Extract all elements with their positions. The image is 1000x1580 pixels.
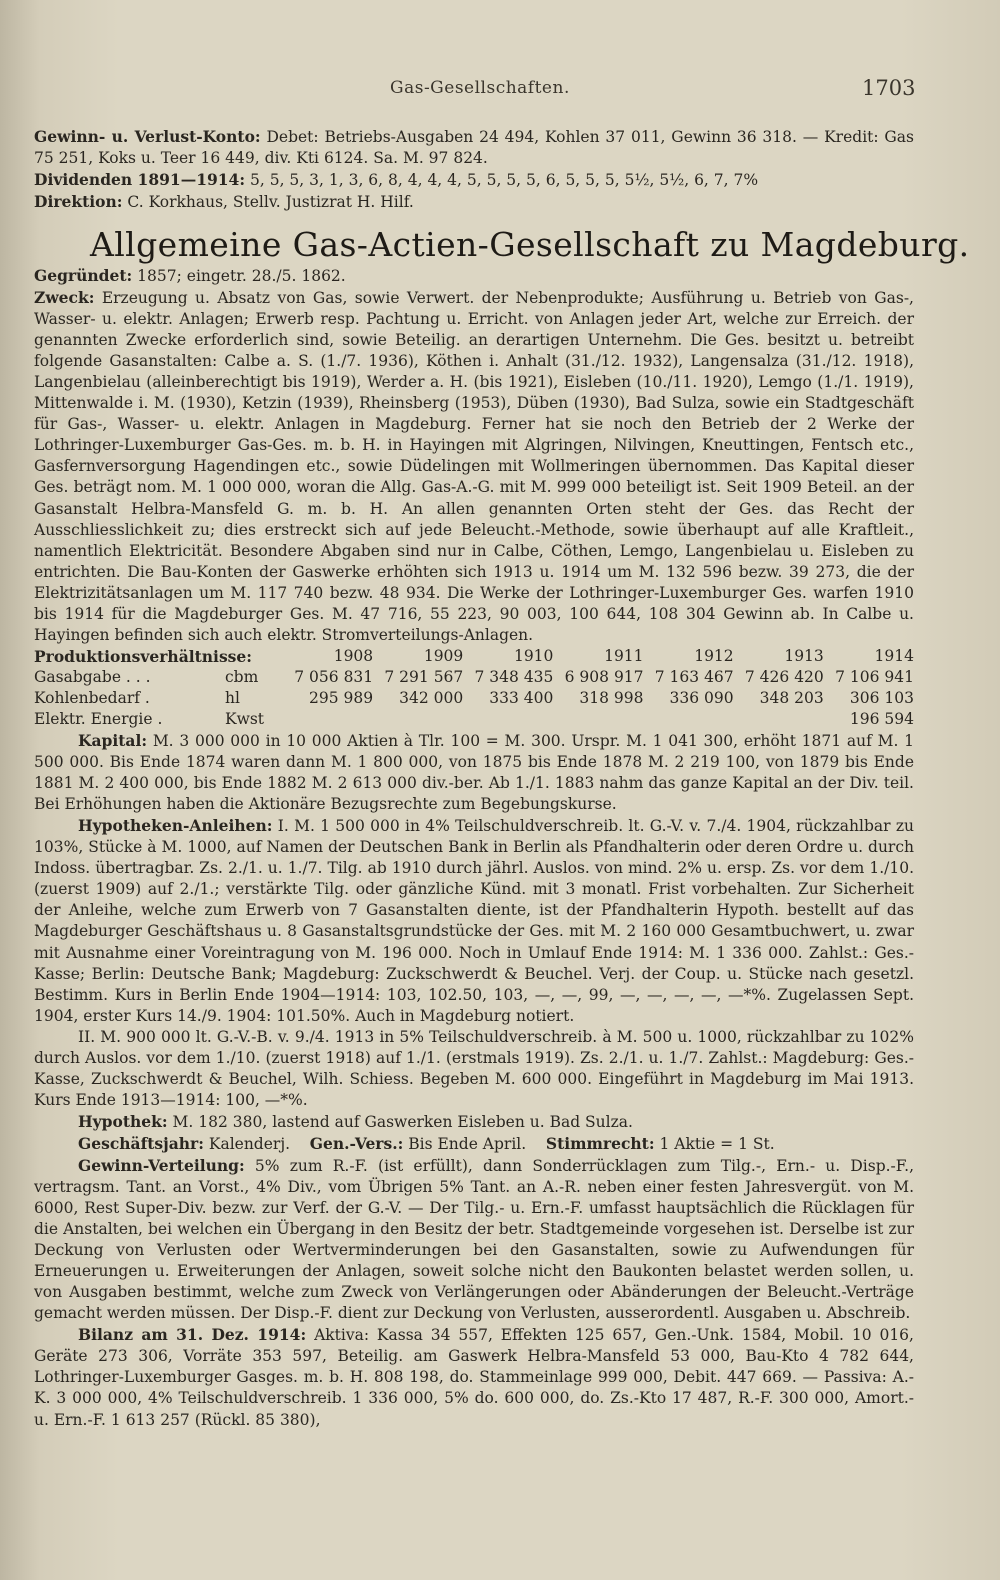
page-number: 1703: [862, 76, 916, 100]
table-row: [34, 688, 914, 709]
gewinn-verteilung-label: Gewinn-Verteilung:: [78, 1155, 245, 1175]
table-cell: 306 103: [849, 688, 914, 707]
anleihen-text-1: I. M. 1 500 000 in 4% Teilschuldverschreib. lt. G.-V. v. 7./4. 1904, rückzahlbar zu 103%, Stücke à M. 1000, auf Namen der Deutschen Bank in Berlin als Pfandhalterin oder deren Ordre u. durch Indoss. übertragbar. Zs. 2./1. u. 1./7. Tilg. ab 1910 durch jährl. Auslos. von mind. 2% u. ersp. Zs. vor dem 1./10. (zuerst 1909) auf 2./1.; verstärkte Tilg. oder gänzliche Künd. mit 3 monatl. Frist vorbehalten. Zur Sicherheit der Anleihe, welche zum Erwerb von 7 Gasanstalten diente, ist der Pfandhalterin Hypoth. bestellt auf das Magdeburger Geschäftshaus u. 8 Gasanstaltsgrundstücke der Ges. mit M. 2 160 000 Gesamtbuchwert, u. zwar mit Ausnahme einer Voreintragung von M. 196 000. Noch in Umlauf Ende 1914: M. 1 336 000. Zahlst.: Ges.-Kasse; Berlin: Deutsche Bank; Magdeburg: Zuckschwerdt & Beuchel. Verj. der Coup. u. Stücke nach gesetzl. Bestimm. Kurs in Berlin Ende 1904—1914: 103, 102.50, 103, —, —, 99, —, —, —, —, —*%. Zugelassen Sept. 1904, erster Kurs 14./9. 1904: 101.50%. Auch in Magdeburg notiert.: [34, 817, 914, 1025]
zweck-paragraph: [34, 287, 914, 646]
row-unit: hl: [224, 688, 240, 707]
table-cell: 7 291 567: [384, 667, 464, 686]
stimmrecht-label: Stimmrecht:: [545, 1133, 655, 1153]
table-cell: 7 056 831: [294, 667, 374, 686]
company-title: Allgemeine Gas-Actien-Gesellschaft zu Magdeburg.: [90, 225, 970, 264]
dividenden-paragraph: [34, 169, 914, 191]
table-cell: 7 348 435: [474, 667, 554, 686]
gewinn-konto-label: Gewinn- u. Verlust-Konto:: [34, 127, 261, 146]
gen-vers-label: Gen.-Vers.:: [309, 1133, 404, 1153]
table-cell: 342 000: [399, 688, 464, 707]
row-unit: Kwst: [224, 709, 265, 728]
gewinn-verteilung-paragraph: [34, 1155, 914, 1324]
row-unit: cbm: [224, 667, 259, 686]
zweck-label: Zweck:: [34, 288, 95, 308]
hypothek-label: Hypothek:: [78, 1111, 168, 1131]
hypothek-paragraph: [34, 1111, 914, 1133]
geschaeftsjahr-paragraph: [34, 1133, 914, 1155]
stimmrecht-text: 1 Aktie = 1 St.: [659, 1134, 775, 1153]
table-cell: 336 090: [669, 688, 734, 707]
table-cell: 6 908 917: [564, 667, 644, 686]
table-cell: 7 106 941: [835, 667, 914, 686]
bilanz-text: Aktiva: Kassa 34 557, Effekten 125 657, Gen.-Unk. 1584, Mobil. 10 016, Geräte 273 306, Vorräte 353 597, Beteilig. am Gaswerk Helbra-Mansfeld 53 000, Bau-Kto 4 782 644, Lothringer-Luxemburger Gasges. m. b. H. 808 198, do. Stammeinlage 999 000, Debit. 447 669. — Passiva: A.-K. 3 000 000, 4% Teilschuldverschreib. 1 336 000, 5% do. 600 000, do. Zs.-Kto 17 487, R.-F. 300 000, Amort.- u. Ern.-F. 1 613 257 (Rückl. 85 380),: [34, 1326, 914, 1429]
gegruendet-label: Gegründet:: [34, 266, 133, 285]
table-row: [34, 709, 914, 730]
row-name: Gasabgabe . . .: [34, 667, 151, 686]
direktion-text: C. Korkhaus, Stellv. Justizrat H. Hilf.: [127, 193, 414, 212]
gewinn-verteilung-text: 5% zum R.-F. (ist erfüllt), dann Sonderrücklagen zum Tilg.-, Ern.- u. Disp.-F., vertragsm. Tant. an Vorst., 4% Div., vom Übrigen 5% Tant. an A.-R. neben einer festen Jahresvergüt. von M. 6000, Rest Super-Div. bezw. zur Verf. der G.-V. — Der Tilg.- u. Ern.-F. umfasst hauptsächlich die Rücklagen für die Anstalten, bei welchen ein Übergang in den Besitz der betr. Stadtgemeinde vorgesehen ist. Derselbe ist zur Deckung von Verlusten oder Wertverminderungen bei den Gasanstalten, sowie zu Aufwendungen für Erneuerungen u. Erweiterungen der Anlagen, soweit solche nicht den Baukonten belastet werden sollen, u. von Ausgaben bestimmt, welche zum Zweck von Verlängerungen oder Abänderungen der Beleucht.-Verträge gemacht werden müssen. Der Disp.-F. dient zur Deckung von Verlusten, ausserordentl. Ausgaben u. Abschreib.: [34, 1156, 914, 1323]
geschaeftsjahr-text: Kalenderj.: [208, 1134, 291, 1153]
anleihen-ii-paragraph: [34, 1027, 914, 1111]
running-head: Gas-Gesellschaften.: [390, 78, 570, 98]
gewinn-konto-text: Debet: Betriebs-Ausgaben 24 494, Kohlen 37 011, Gewinn 36 318. — Kredit: Gas 75 251, Koks u. Teer 16 449, div. Kti 6124. Sa. M. 97 824.: [34, 128, 915, 168]
year-cell: 1910: [513, 646, 554, 665]
year-cell: 1912: [694, 646, 734, 665]
gen-vers-text: Bis Ende April.: [408, 1134, 527, 1153]
produktion-label: Produktionsverhältnisse:: [34, 646, 252, 666]
table-cell: 7 426 420: [744, 667, 824, 686]
page-header: [0, 76, 1000, 106]
gegruendet-text: 1857; eingetr. 28./5. 1862.: [137, 267, 346, 285]
dividenden-text: 5, 5, 5, 3, 1, 3, 6, 8, 4, 4, 4, 5, 5, 5, 5, 6, 5, 5, 5, 5½, 5½, 6, 7, 7%: [250, 171, 759, 190]
table-cell: [644, 709, 734, 730]
dividenden-label: Dividenden 1891—1914:: [34, 170, 246, 190]
table-cell: 7 163 467: [654, 667, 734, 686]
produktion-header-row: [34, 646, 914, 667]
direktion-paragraph: [34, 191, 914, 213]
row-name: Elektr. Energie .: [34, 709, 163, 728]
table-cell: [373, 709, 463, 730]
year-cell: 1911: [604, 646, 644, 665]
anleihen-paragraph: [34, 815, 914, 1026]
bilanz-paragraph: [34, 1324, 914, 1430]
direktion-label: Direktion:: [34, 192, 123, 212]
anleihen-label: Hypotheken-Anleihen:: [78, 816, 273, 836]
kapital-label: Kapital:: [78, 731, 148, 751]
table-cell: 333 400: [489, 688, 554, 707]
bilanz-label: Bilanz am 31. Dez. 1914:: [78, 1325, 307, 1345]
year-cell: 1914: [874, 646, 914, 665]
year-cell: 1913: [784, 646, 824, 665]
table-cell: [553, 709, 643, 730]
anleihen-text-2: II. M. 900 000 lt. G.-V.-B. v. 9./4. 1913 in 5% Teilschuldverschreib. à M. 500 u. 1000, rückzahlbar zu 102% durch Auslos. vor dem 1./10. (zuerst 1918) auf 1./1. (erstmals 1919). Zs. 2./1. u. 1./7. Zahlst.: Magdeburg: Ges.-Kasse, Zuckschwerdt & Beuchel, Wilh. Schiess. Begeben M. 600 000. Eingeführt in Magdeburg im Mai 1913. Kurs Ende 1913—1914: 100, —*%.: [34, 1027, 914, 1109]
table-cell: 318 998: [579, 688, 644, 707]
table-row: [34, 667, 914, 688]
table-cell: 196 594: [849, 709, 914, 728]
company-entry: [34, 265, 914, 1431]
kapital-text: M. 3 000 000 in 10 000 Aktien à Tlr. 100 = M. 300. Urspr. M. 1 041 300, erhöht 1871 auf M. 1 500 000. Bis Ende 1874 waren dann M. 1 800 000, von 1875 bis Ende 1878 M. 2 219 100, von 1879 bis Ende 1881 M. 2 400 000, bis Ende 1882 M. 2 613 000 div.-ber. Ab 1./1. 1883 nahm das ganze Kapital an der Div. teil. Bei Erhöhungen haben die Aktionäre Bezugsrechte zum Begebungskurse.: [34, 732, 914, 814]
zweck-text: Erzeugung u. Absatz von Gas, sowie Verwert. der Nebenprodukte; Ausführung u. Betrieb von Gas-, Wasser- u. elektr. Anlagen; Erwerb resp. Pachtung u. Erricht. von Anlagen jeder Art, welche zur Erreich. der genannten Zwecke erforderlich sind, sowie Beteilig. an derartigen Unternehm. Die Ges. besitzt u. betreibt folgende Gasanstalten: Calbe a. S. (1./7. 1936), Köthen i. Anhalt (31./12. 1932), Langensalza (31./12. 1918), Langenbielau (alleinberechtigt bis 1919), Werder a. H. (bis 1921), Eisleben (10./11. 1920), Lemgo (1./1. 1919), Mittenwalde i. M. (1930), Ketzin (1939), Rheinsberg (1953), Düben (1930), Bad Sulza, sowie ein Stadtgeschäft für Gas-, Wasser- u. elektr. Anlagen in Magdeburg. Ferner hat sie noch den Betrieb der 2 Werke der Lothringer-Luxemburger Gas-Ges. m. b. H. in Hayingen mit Algringen, Nilvingen, Kneuttingen, Fentsch etc., Gasfernversorgung Hagendingen etc., sowie Düdelingen mit Wollmeringen übernommen. Das Kapital dieser Ges. beträgt nom. M. 1 000 000, woran die Allg. Gas-A.-G. mit M. 999 000 beteiligt ist. Seit 1909 Beteil. an der Gasanstalt Helbra-Mansfeld G. m. b. H. An allen genannten Orten steht der Ges. das Recht der Ausschliesslichkeit zu; dies erstreckt sich auf jede Beleucht.-Methode, sowie überhaupt auf alle Kraftleit., namentlich Elektricität. Besondere Abgaben sind nur in Calbe, Cöthen, Lemgo, Langenbielau u. Eisleben zu entrichten. Die Bau-Konten der Gaswerke erhöhten sich 1913 u. 1914 um M. 132 596 bezw. 39 273, die der Elektrizitätsanlagen um M. 117 740 bezw. 48 934. Die Werke der Lothringer-Luxemburger Ges. warfen 1910 bis 1914 für die Magdeburger Ges. M. 47 716, 55 223, 90 003, 100 644, 108 304 Gewinn ab. In Calbe u. Hayingen befinden sich auch elektr. Stromverteilungs-Anlagen.: [34, 289, 914, 644]
row-name: Kohlenbedarf .: [34, 688, 150, 707]
table-cell: 295 989: [309, 688, 374, 707]
gewinn-konto-paragraph: [34, 126, 914, 169]
year-cell: 1909: [423, 646, 464, 665]
gegruendet-paragraph: [34, 265, 914, 287]
table-cell: [283, 709, 373, 730]
year-cell: 1908: [333, 646, 374, 665]
previous-company-tail: [34, 126, 914, 213]
table-cell: [463, 709, 553, 730]
geschaeftsjahr-label: Geschäftsjahr:: [78, 1133, 204, 1153]
hypothek-text: M. 182 380, lastend auf Gaswerken Eisleben u. Bad Sulza.: [172, 1112, 633, 1131]
kapital-paragraph: [34, 730, 914, 815]
produktion-table: [34, 646, 914, 730]
table-cell: 348 203: [759, 688, 824, 707]
table-cell: [734, 709, 824, 730]
